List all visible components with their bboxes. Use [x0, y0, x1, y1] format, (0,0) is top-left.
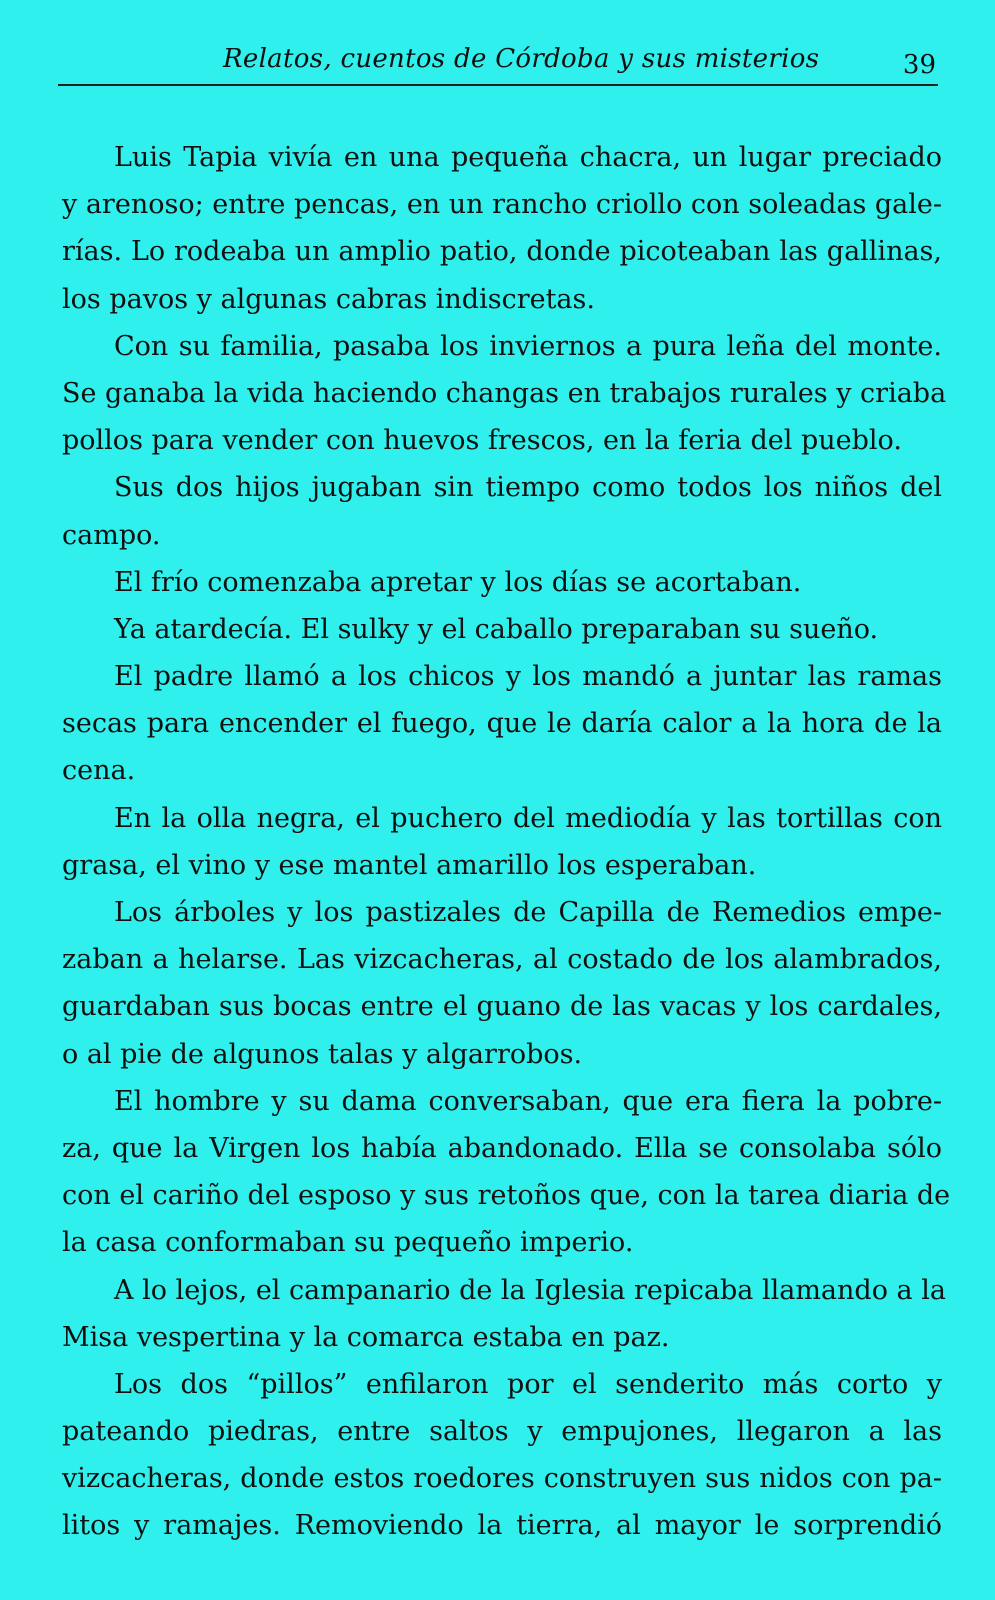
text-line: grasa, el vino y ese mantel amarillo los esperaban. — [62, 849, 757, 881]
text-line: pateando piedras, entre saltos y empujones, llegaron a las — [62, 1416, 942, 1448]
text-line: Se ganaba la vida haciendo changas en trabajos rurales y criaba — [62, 377, 947, 409]
text-line: El padre llamó a los chicos y los mandó a juntar las ramas — [114, 661, 942, 693]
page-number: 39 — [902, 50, 936, 80]
text-line: En la olla negra, el puchero del mediodía y las tortillas con — [114, 802, 942, 834]
text-line: Los dos “pillos” enfilaron por el senderito más corto y — [114, 1368, 942, 1400]
text-line: A lo lejos, el campanario de la Iglesia repicaba llamando a la — [114, 1274, 946, 1306]
text-line: con el cariño del esposo y sus retoños que, con la tarea diaria de — [62, 1180, 951, 1212]
text-line: El frío comenzaba apretar y los días se acortaban. — [114, 566, 802, 598]
text-line: campo. — [62, 519, 161, 551]
text-line: za, que la Virgen los había abandonado. Ella se consolaba sólo — [62, 1132, 942, 1164]
text-line: cena. — [62, 755, 136, 787]
text-line: Misa vespertina y la comarca estaba en paz. — [62, 1321, 670, 1353]
text-line: o al pie de algunos talas y algarrobos. — [62, 1038, 583, 1070]
text-line: la casa conformaban su pequeño imperio. — [62, 1227, 634, 1259]
text-line: Con su familia, pasaba los inviernos a pura leña del monte. — [114, 330, 942, 362]
body-text — [62, 134, 951, 1550]
text-line: vizcacheras, donde estos roedores construyen sus nidos con pa- — [62, 1463, 942, 1495]
text-line: Luis Tapia vivía en una pequeña chacra, un lugar preciado — [114, 142, 942, 173]
text-line: El hombre y su dama conversaban, que era fiera la pobre- — [114, 1085, 942, 1117]
text-line: zaban a helarse. Las vizcacheras, al costado de los alambrados, — [62, 944, 942, 976]
text-line: litos y ramajes. Removiendo la tierra, al mayor le sorprendió — [62, 1510, 942, 1542]
text-line: Los árboles y los pastizales de Capilla de Remedios empe- — [114, 897, 942, 928]
text-line: pollos para vender con huevos frescos, en la feria del pueblo. — [62, 425, 902, 457]
page-header — [58, 44, 938, 84]
text-line: los pavos y algunas cabras indiscretas. — [62, 283, 595, 315]
text-line: Sus dos hijos jugaban sin tiempo como todos los niños del — [114, 472, 942, 504]
text-line: secas para encender el fuego, que le daría calor a la hora de la — [62, 708, 942, 740]
text-line: Ya atardecía. El sulky y el caballo preparaban su sueño. — [114, 613, 879, 645]
text-line: y arenoso; entre pencas, en un rancho criollo con soleadas gale- — [62, 189, 943, 221]
header-rule — [58, 84, 938, 86]
running-title: Relatos, cuentos de Córdoba y sus misterios — [223, 44, 820, 74]
text-line: rías. Lo rodeaba un amplio patio, donde picoteaban las gallinas, — [62, 236, 942, 268]
text-line: guardaban sus bocas entre el guano de las vacas y los cardales, — [62, 991, 942, 1023]
